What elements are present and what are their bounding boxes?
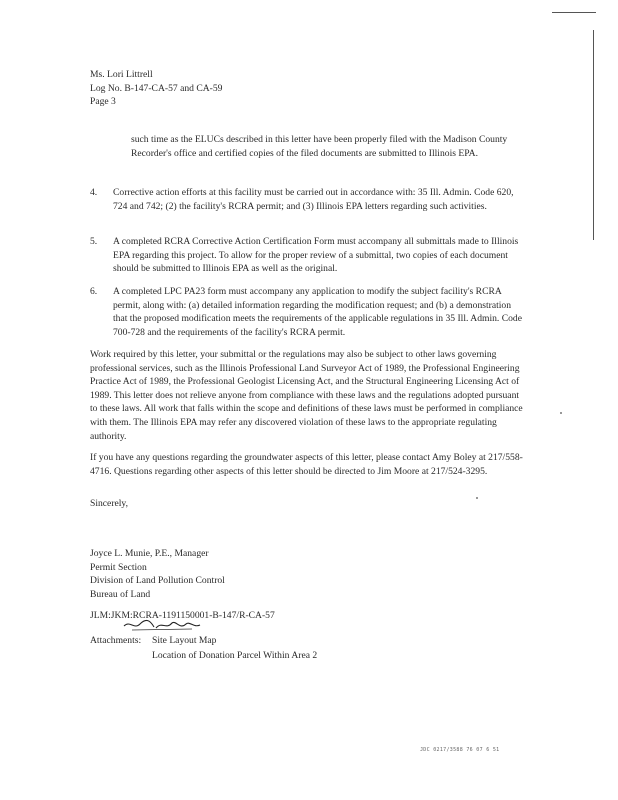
signature-block	[90, 547, 225, 601]
attachments-block	[90, 634, 317, 662]
addressee: Ms. Lori Littrell	[90, 69, 153, 80]
item-text: A completed RCRA Corrective Action Certification Form must accompany all submittals made to Illinois EPA regarding this project. To allow for the proper review of a submittal, two copies of each document should be submitted to Illinois EPA as well as the original.	[113, 236, 519, 275]
log-number: Log No. B-147-CA-57 and CA-59	[90, 82, 223, 94]
attachment-item: Location of Donation Parcel Within Area 2	[152, 649, 318, 661]
item-number: 6.	[90, 286, 98, 297]
scan-edge-right	[593, 30, 594, 240]
continuation-paragraph: such time as the ELUCs described in this letter have been properly filed with the Madison County Recorder's office and certified copies of the filed documents are submitted to Illinois EPA.	[131, 134, 508, 159]
contact-paragraph: If you have any questions regarding the groundwater aspects of this letter, please contact Amy Boley at 217/558-4716. Questions regarding other aspects of this letter should be directed to Jim Moore at 217/524-3295.	[90, 452, 523, 477]
item-number: 4.	[90, 187, 98, 198]
signer-division: Division of Land Pollution Control	[90, 575, 225, 587]
item-text: A completed LPC PA23 form must accompany any application to modify the subject facility's RCRA permit, along with: (a) detailed information regarding the modification request; and (b) a demonstration that the proposed modification meets the requirements of the applicable regulations in 35 Ill. Admin. Code 700-728 and the requirements of the facility's RCRA permit.	[113, 286, 522, 338]
scan-speck	[476, 497, 478, 499]
attachments-label: Attachments:	[90, 635, 142, 646]
attachment-item: Site Layout Map	[152, 635, 217, 646]
closing: Sincerely,	[90, 498, 129, 509]
footer-document-code: JDC 0217/3588 76 07 6 51	[420, 747, 500, 753]
reference-line: JLM:JKM:RCRA-1191150001-B-147/R-CA-57	[90, 610, 275, 621]
signer-section: Permit Section	[90, 561, 147, 573]
scan-edge-top	[552, 12, 596, 13]
signer-bureau: Bureau of Land	[90, 588, 151, 600]
signer-name: Joyce L. Munie, P.E., Manager	[90, 548, 209, 559]
item-number: 5.	[90, 236, 98, 247]
handwritten-initials-scribble	[122, 618, 202, 632]
page-number: Page 3	[90, 96, 116, 108]
scan-speck	[560, 412, 562, 414]
letter-header	[90, 68, 222, 109]
professional-services-paragraph: Work required by this letter, your submittal or the regulations may also be subject to other laws governing professional services, such as the Illinois Professional Land Surveyor Act of 1989, the Professional Engineering Practice Act of 1989, the Professional Geologist Licensing Act, and the Structural Engineering Licensing Act of 1989. This letter does not relieve anyone from compliance with these laws and the regulations adopted pursuant to these laws. All work that falls within the scope and definitions of these laws must be performed in compliance with them. The Illinois EPA may refer any discovered violation of these laws to the appropriate regulating authority.	[90, 349, 523, 442]
item-text: Corrective action efforts at this facility must be carried out in accordance with: 35 Ill. Admin. Code 620, 724 and 742; (2) the facility's RCRA permit; and (3) Illinois EPA letters regarding such activities.	[113, 187, 514, 212]
